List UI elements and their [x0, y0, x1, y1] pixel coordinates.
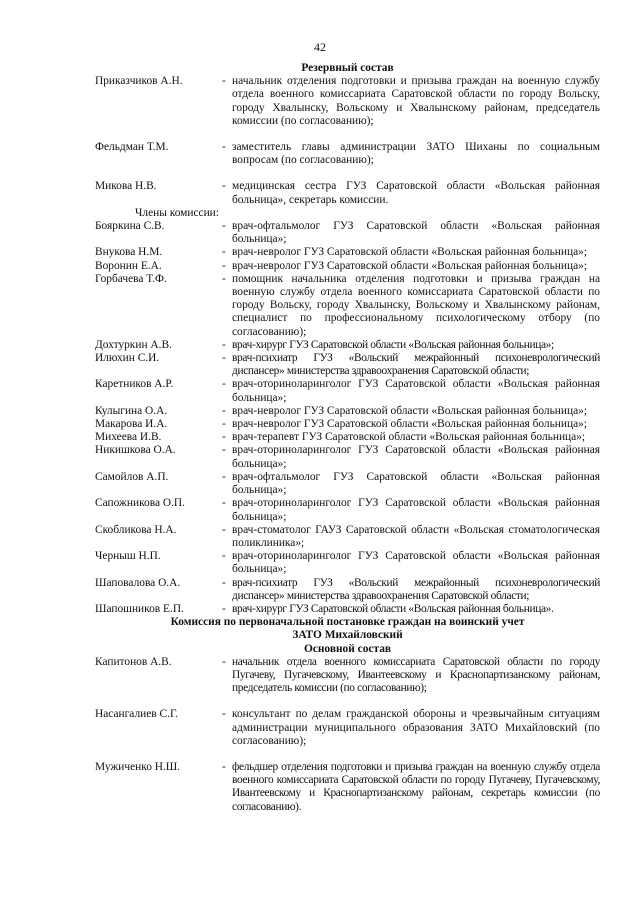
member-name: Капитонов А.В. — [95, 655, 172, 668]
member-name: Бояркина С.В. — [95, 220, 165, 233]
members-label: Члены комиссии: — [135, 206, 219, 219]
page-number: 42 — [314, 40, 326, 54]
member-entry: Дохтуркин А.В. - врач-хирург ГУЗ Саратовской области «Вольская районная больница»; — [95, 339, 600, 352]
member-entry: Микова Н.В. - медицинская сестра ГУЗ Саратовской области «Вольская районная больница», секретарь комиссии. — [95, 180, 600, 206]
member-name: Шаповалова О.А. — [95, 576, 181, 589]
member-role: заместитель главы администрации ЗАТО Шиханы по социальным вопросам (по согласованию); — [232, 141, 600, 167]
member-role: врач-невролог ГУЗ Саратовской области «Вольская районная больница»; — [232, 246, 588, 259]
member-entry: Насангалиев С.Г. - консультант по делам гражданской обороны и чрезвычайным ситуациям администрации муниципального образования ЗАТО Михайловский (по согласованию); — [95, 708, 600, 747]
member-role: начальник отделения подготовки и призыва граждан на военную службу отдела военного комиссариата Саратовской области по городу Вольску, городу Хвалынску, Вольскому и Хвалынскому районам, председатель комиссии (по согласованию); — [232, 75, 600, 127]
member-entry: Никишкова О.А. - врач-оториноларинголог ГУЗ Саратовской области «Вольская районная больница»; — [95, 444, 600, 470]
member-entry: Шаповалова О.А. - врач-психиатр ГУЗ «Вольский межрайонный психоневрологический диспансер» министерства здравоохранения Саратовской области; — [95, 576, 600, 602]
member-name: Михеева И.В. — [95, 431, 162, 444]
member-name: Скобликова Н.А. — [95, 523, 177, 536]
member-role: врач-стоматолог ГАУЗ Саратовской области «Вольская стоматологическая поликлиника»; — [232, 523, 600, 549]
section-heading-main: Основной состав — [303, 642, 392, 655]
member-role: врач-офтальмолог ГУЗ Саратовской области «Вольская районная больница»; — [232, 470, 600, 497]
member-role: консультант по делам гражданской обороны и чрезвычайным ситуациям администрации муниципального образования ЗАТО Михайловский (по согласованию); — [232, 708, 600, 747]
member-name: Внукова Н.М. — [95, 246, 163, 259]
member-name: Шапошников Е.П. — [95, 602, 184, 615]
member-entry: Самойлов А.П. - врач-офтальмолог ГУЗ Саратовской области «Вольская районная больница»; — [95, 470, 600, 497]
member-entry: Михеева И.В. - врач-терапевт ГУЗ Саратовской области «Вольская районная больница»; — [95, 431, 600, 444]
member-role: врач-невролог ГУЗ Саратовской области «Вольская районная больница»; — [232, 404, 588, 417]
member-entry: Шапошников Е.П. - врач-хирург ГУЗ Саратовской области «Вольская районная больница». — [95, 603, 600, 616]
document-body — [95, 62, 600, 814]
member-role: медицинская сестра ГУЗ Саратовской области «Вольская районная больница», секретарь комиссии. — [232, 180, 600, 206]
member-role: врач-оториноларинголог ГУЗ Саратовской области «Вольская районная больница»; — [232, 550, 600, 576]
member-entry: Черныш Н.П. - врач-оториноларинголог ГУЗ Саратовской области «Вольская районная больница»; — [95, 550, 600, 576]
member-role: врач-психиатр ГУЗ «Вольский межрайонный психоневрологический диспансер» министерства здравоохранения Саратовской области; — [232, 576, 600, 602]
member-entry: Сапожникова О.П. - врач-оториноларинголог ГУЗ Саратовской области «Вольская районная больница»; — [95, 497, 600, 523]
member-role: врач-оториноларинголог ГУЗ Саратовской области «Вольская районная больница»; — [232, 444, 600, 470]
member-role: врач-хирург ГУЗ Саратовской области «Вольская районная больница». — [232, 602, 554, 615]
member-role: фельдшер отделения подготовки и призыва граждан на военную службу отдела военного комиссариата Саратовской области по городу Пугачеву, Пугачевскому, Ивантеевскому и Краснопартизанскому районам, секретарь комиссии (по согласованию). — [232, 760, 600, 813]
member-entry: Мужиченко Н.Ш. - фельдшер отделения подготовки и призыва граждан на военную службу отдела военного комиссариата Саратовской области по городу Пугачеву, Пугачевскому, Ивантеевскому и Краснопартизанскому районам, секретарь комиссии (по согласованию). — [95, 760, 600, 813]
member-name: Микова Н.В. — [95, 180, 157, 193]
member-role: начальник отдела военного комиссариата Саратовской области по городу Пугачеву, Пугачевскому, Ивантеевскому и Краснопартизанскому районам, председатель комиссии (по согласованию); — [232, 655, 600, 695]
member-role: врач-невролог ГУЗ Саратовской области «Вольская районная больница»; — [232, 418, 588, 431]
member-entry: Бояркина С.В. - врач-офтальмолог ГУЗ Саратовской области «Вольская районная больница»; — [95, 220, 600, 246]
member-entry: Скобликова Н.А. - врач-стоматолог ГАУЗ Саратовской области «Вольская стоматологическая поликлиника»; — [95, 523, 600, 549]
member-entry: Кулыгина О.А. - врач-невролог ГУЗ Саратовской области «Вольская районная больница»; — [95, 405, 600, 418]
member-entry: Макарова И.А. - врач-невролог ГУЗ Саратовской области «Вольская районная больница»; — [95, 418, 600, 431]
member-name: Каретников А.Р. — [95, 378, 174, 391]
member-name: Сапожникова О.П. — [95, 497, 186, 510]
member-role: врач-невролог ГУЗ Саратовской области «Вольская районная больница»; — [232, 259, 588, 272]
member-name: Насангалиев С.Г. — [95, 708, 179, 721]
member-name: Самойлов А.П. — [95, 470, 169, 483]
member-name: Дохтуркин А.В. — [95, 338, 172, 351]
member-name: Кулыгина О.А. — [95, 404, 168, 417]
member-name: Илюхин С.И. — [95, 352, 160, 365]
member-name: Воронин Е.А. — [95, 259, 162, 272]
member-name: Никишкова О.А. — [95, 444, 176, 457]
member-entry: Капитонов А.В. - начальник отдела военного комиссариата Саратовской области по городу Пугачеву, Пугачевскому, Ивантеевскому и Краснопартизанскому районам, председатель комиссии (по согласованию); — [95, 655, 600, 695]
member-name: Фельдман Т.М. — [95, 141, 169, 154]
member-name: Приказчиков А.Н. — [95, 75, 183, 88]
member-role: врач-психиатр ГУЗ «Вольский межрайонный психоневрологический диспансер» министерства здравоохранения Саратовской области; — [232, 352, 600, 378]
member-entry: Фельдман Т.М. - заместитель главы администрации ЗАТО Шиханы по социальным вопросам (по согласованию); — [95, 141, 600, 167]
member-role: врач-терапевт ГУЗ Саратовской области «Вольская районная больница»; — [232, 431, 586, 444]
member-entry: Илюхин С.И. - врач-психиатр ГУЗ «Вольский межрайонный психоневрологический диспансер» министерства здравоохранения Саратовской области; — [95, 352, 600, 378]
section-heading-zato: ЗАТО Михайловский — [292, 629, 403, 642]
member-role: врач-оториноларинголог ГУЗ Саратовской области «Вольская районная больница»; — [232, 497, 600, 523]
member-name: Черныш Н.П. — [95, 550, 161, 563]
member-entry: Горбачева Т.Ф. - помощник начальника отделения подготовки и призыва граждан на военную службу отдела военного комиссариата Саратовской области по городу Вольску, городу Хвалынску, Вольскому и Хвалынскому районам, специалист по профессиональному психологическому отбору (по согласованию); — [95, 272, 600, 338]
member-role: врач-оториноларинголог ГУЗ Саратовской области «Вольская районная больница»; — [232, 378, 600, 404]
member-entry: Приказчиков А.Н. - начальник отделения подготовки и призыва граждан на военную службу отдела военного комиссариата Саратовской области по городу Вольску, городу Хвалынску, Вольскому и Хвалынскому районам, председатель комиссии (по согласованию); — [95, 75, 600, 127]
section-heading-reserve: Резервный состав — [301, 62, 394, 74]
section-heading-commission: Комиссия по первоначальной постановке граждан на воинский учет — [170, 616, 525, 629]
member-entry: Воронин Е.А. - врач-невролог ГУЗ Саратовской области «Вольская районная больница»; — [95, 260, 600, 273]
member-name: Макарова И.А. — [95, 418, 168, 431]
member-name: Мужиченко Н.Ш. — [95, 760, 181, 773]
member-name: Горбачева Т.Ф. — [95, 272, 167, 285]
member-role: помощник начальника отделения подготовки и призыва граждан на военную службу отдела военного комиссариата Саратовской области по городу Вольску, городу Хвалынску, Вольскому и Хвалынскому районам, специалист по профессиональному психологическому отбору (по согласованию); — [232, 272, 600, 338]
member-role: врач-офтальмолог ГУЗ Саратовской области «Вольская районная больница»; — [232, 220, 600, 246]
member-entry: Внукова Н.М. - врач-невролог ГУЗ Саратовской области «Вольская районная больница»; — [95, 246, 600, 259]
member-role: врач-хирург ГУЗ Саратовской области «Вольская районная больница»; — [232, 338, 554, 351]
member-entry: Каретников А.Р. - врач-оториноларинголог ГУЗ Саратовской области «Вольская районная больница»; — [95, 378, 600, 404]
